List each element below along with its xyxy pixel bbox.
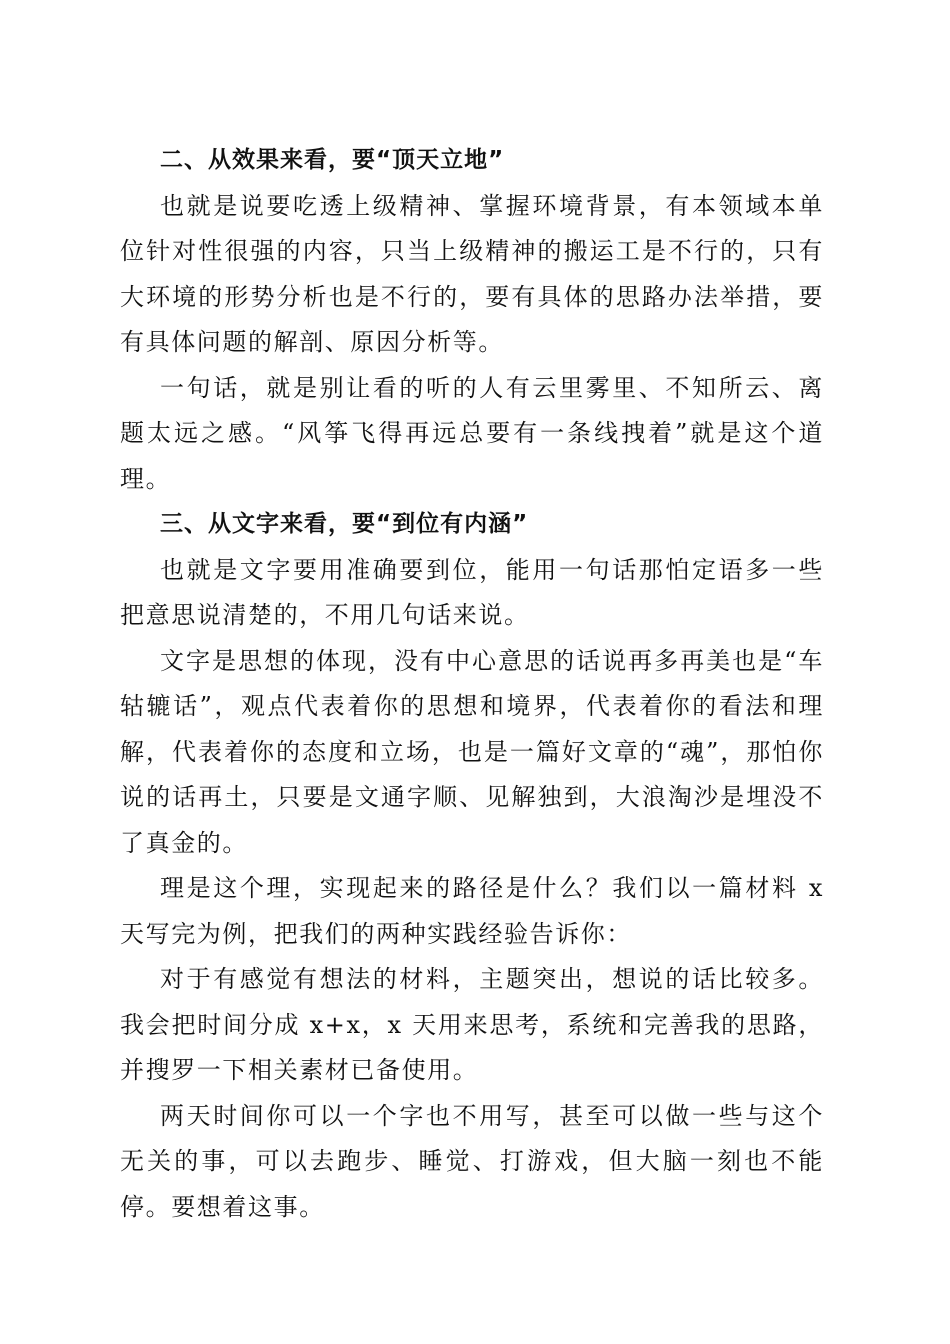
- paragraph: 对于有感觉有想法的材料，主题突出，想说的话比较多。我会把时间分成 x+x，x 天用来思考，系统和完善我的思路，并搜罗一下相关素材已备使用。: [120, 965, 824, 1084]
- section-heading-writing: 三、从文字来看，要“到位有内涵”: [160, 511, 529, 537]
- section-heading-effect: 二、从效果来看，要“顶天立地”: [160, 147, 505, 173]
- paragraph: 一句话，就是别让看的听的人有云里雾里、不知所云、离题太远之感。“风筝飞得再远总要有一条线拽着”就是这个道理。: [120, 373, 824, 493]
- paragraph: 文字是思想的体现，没有中心意思的话说再多再美也是“车轱辘话”，观点代表着你的思想和境界，代表着你的看法和理解，代表着你的态度和立场，也是一篇好文章的“魂”，那怕你说的话再土，只要是文通字顺、见解独到，大浪淘沙是埋没不了真金的。: [120, 646, 824, 857]
- document-body: [120, 138, 824, 1230]
- paragraph: 也就是文字要用准确要到位，能用一句话那怕定语多一些把意思说清楚的，不用几句话来说。: [120, 555, 824, 629]
- paragraph: 两天时间你可以一个字也不用写，甚至可以做一些与这个无关的事，可以去跑步、睡觉、打游戏，但大脑一刻也不能停。要想着这事。: [120, 1101, 824, 1221]
- paragraph: 也就是说要吃透上级精神、掌握环境背景，有本领域本单位针对性很强的内容，只当上级精神的搬运工是不行的，只有大环境的形势分析也是不行的，要有具体的思路办法举措，要有具体问题的解剖、原因分析等。: [120, 191, 824, 356]
- paragraph: 理是这个理，实现起来的路径是什么？我们以一篇材料 x 天写完为例，把我们的两种实践经验告诉你：: [120, 874, 824, 948]
